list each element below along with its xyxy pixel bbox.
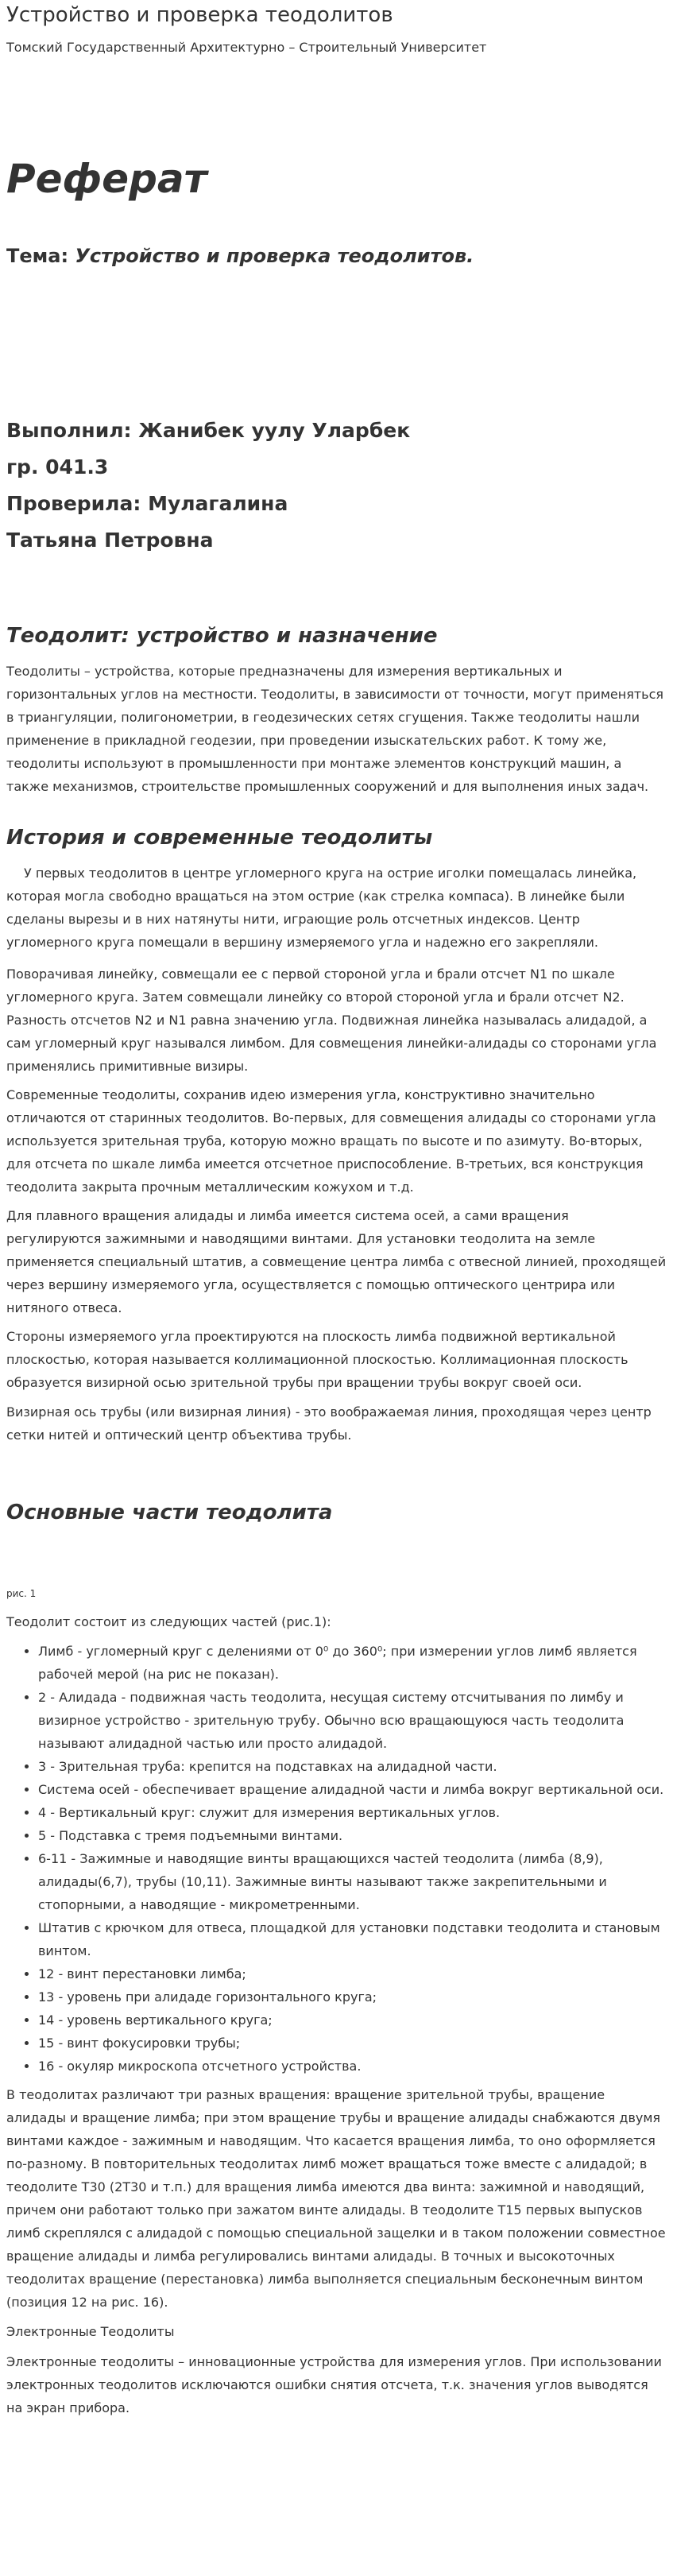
section-title-history: История и современные теодолиты [6, 826, 433, 850]
group-line: гр. 041.3 [6, 455, 109, 478]
history-paragraph-5: Стороны измеряемого угла проектируются на плоскость лимба подвижной вертикальной плоскостью, которая называется коллимационной плоскостью. Коллимационная плоскость образуется визирной осью зрительной трубы при вращении трубы вокруг своей оси. [6, 1329, 629, 1390]
list-item: • Штатив с крючком для отвеса, площадкой для установки подставки теодолита и становым винтом. [38, 1916, 667, 1962]
history-paragraph-2: Поворачивая линейку, совмещали ее с первой стороной угла и брали отсчет N1 по шкале угломерного круга. Затем совмещали линейку со второй стороной угла и брали отсчет N2. Разность отсчетов N2 и N1 равна значению угла. Подвижная линейка называлась алидадой, а сам угломерный круг назывался лимбом. Для совмещения линейки-алидады со сторонами угла применялись примитивные визиры. [6, 966, 657, 1074]
list-item: • 2 - Алидада - подвижная часть теодолита, несущая систему отсчитывания по лимбу и визирное устройство - зрительную трубу. Обычно всю вращающуюся часть теодолита называют алидадной частью или просто алидадой. [38, 1686, 667, 1755]
university-name: Томский Государственный Архитектурно – Строительный Университет [6, 40, 487, 55]
electronic-heading: Электронные Теодолиты [6, 2324, 175, 2339]
topic-label: Тема: [6, 245, 69, 267]
report-heading: Реферат [6, 156, 207, 202]
parts-list [6, 1640, 667, 2078]
list-item: • 12 - винт перестановки лимба; [38, 1962, 667, 1985]
list-item: • 14 - уровень вертикального круга; [38, 2009, 667, 2032]
list-item: • Лимб - угломерный круг с делениями от 0⁰ до 360⁰; при измерении углов лимб является рабочей мерой (на рис не показан). [38, 1640, 667, 1686]
author-line: Выполнил: Жанибек уулу Уларбек [6, 419, 411, 442]
history-paragraph-4: Для плавного вращения алидады и лимба имеется система осей, а сами вращения регулируются зажимными и наводящими винтами. Для установки теодолита на земле применяется специальный штатив, а совмещение центра лимба с отвесной линией, проходящей через вершину измеряемого угла, осуществляется с помощью оптического центрира или нитяного отвеса. [6, 1208, 667, 1315]
list-item: • 5 - Подставка с тремя подъемными винтами. [38, 1824, 667, 1847]
checker-name: Татьяна Петровна [6, 529, 214, 552]
list-item: • 3 - Зрительная труба: крепится на подставках на алидадной части. [38, 1755, 667, 1778]
parts-intro: Теодолит состоит из следующих частей (рис.1): [6, 1614, 331, 1629]
history-paragraph-6: Визирная ось трубы (или визирная линия) - это воображаемая линия, проходящая через центр сетки нитей и оптический центр объектива трубы. [6, 1404, 652, 1443]
rotation-paragraph: В теодолитах различают три разных вращения: вращение зрительной трубы, вращение алидады и вращение лимба; при этом вращение трубы и вращение алидады снабжаются двумя винтами каждое - зажимным и наводящим. Что касается вращения лимба, то оно оформляется по-разному. В повторительных теодолитах лимб может вращаться тоже вместе с алидадой; в теодолите Т30 (2Т30 и т.п.) для вращения лимба имеются два винта: зажимной и наводящий, причем они работают только при зажатом винте алидады. В теодолите Т15 первых выпусков лимб скреплялся с алидадой с помощью специальной защелки и в таком положении совместное вращение алидады и лимба регулировались винтами алидады. В точных и высокоточных теодолитах вращение (перестановка) лимба выполняется специальным бесконечным винтом (позиция 12 на рис. 16). [6, 2087, 666, 2310]
checker-line: Проверила: Мулагалина [6, 492, 288, 515]
list-item: • 6-11 - Зажимные и наводящие винты вращающихся частей теодолита (лимба (8,9), алидады(6,7), трубы (10,11). Зажимные винты называют также закрепительными и стопорными, а наводящие - микрометренными. [38, 1847, 667, 1916]
section-title-parts: Основные части теодолита [6, 1501, 333, 1524]
electronic-paragraph: Электронные теодолиты – инновационные устройства для измерения углов. При использовании электронных теодолитов исключаются ошибки снятия отсчета, т.к. значения углов выводятся на экран прибора. [6, 2354, 662, 2415]
document-title: Устройство и проверка теодолитов [6, 3, 393, 27]
list-item: • 4 - Вертикальный круг: служит для измерения вертикальных углов. [38, 1801, 667, 1824]
section-title-purpose: Теодолит: устройство и назначение [6, 624, 438, 648]
topic-text: Устройство и проверка теодолитов. [75, 245, 474, 267]
report-topic [6, 245, 667, 267]
history-paragraph-3: Современные теодолиты, сохранив идею измерения угла, конструктивно значительно отличаются от старинных теодолитов. Во-первых, для совмещения алидады со сторонами угла используется зрительная труба, которую можно вращать по высоте и по азимуту. Во-вторых, для отсчета по шкале лимба имеется отсчетное приспособление. В-третьих, вся конструкция теодолита закрыта прочным металлическим кожухом и т.д. [6, 1087, 656, 1195]
list-item: • 13 - уровень при алидаде горизонтального круга; [38, 1985, 667, 2009]
list-item: • 15 - винт фокусировки трубы; [38, 2032, 667, 2055]
figure-caption: рис. 1 [6, 1588, 37, 1599]
list-item: • 16 - окуляр микроскопа отсчетного устройства. [38, 2055, 667, 2078]
purpose-paragraph: Теодолиты – устройства, которые предназначены для измерения вертикальных и горизонтальных углов на местности. Теодолиты, в зависимости от точности, могут применяться в триангуляции, полигонометрии, в геодезических сетях сгущения. Также теодолиты нашли применение в прикладной геодезии, при проведении изыскательских работ. К тому же, теодолиты используют в промышленности при монтаже элементов конструкций машин, а также механизмов, строительстве промышленных сооружений и для выполнения иных задач. [6, 664, 664, 794]
list-item: • Система осей - обеспечивает вращение алидадной части и лимба вокруг вертикальной оси. [38, 1778, 667, 1801]
history-paragraph-1: У первых теодолитов в центре угломерного круга на острие иголки помещалась линейка, которая могла свободно вращаться на этом острие (как стрелка компаса). В линейке были сделаны вырезы и в них натянуты нити, играющие роль отсчетных индексов. Центр угломерного круга помещали в вершину измеряемого угла и надежно его закрепляли. [6, 866, 637, 950]
